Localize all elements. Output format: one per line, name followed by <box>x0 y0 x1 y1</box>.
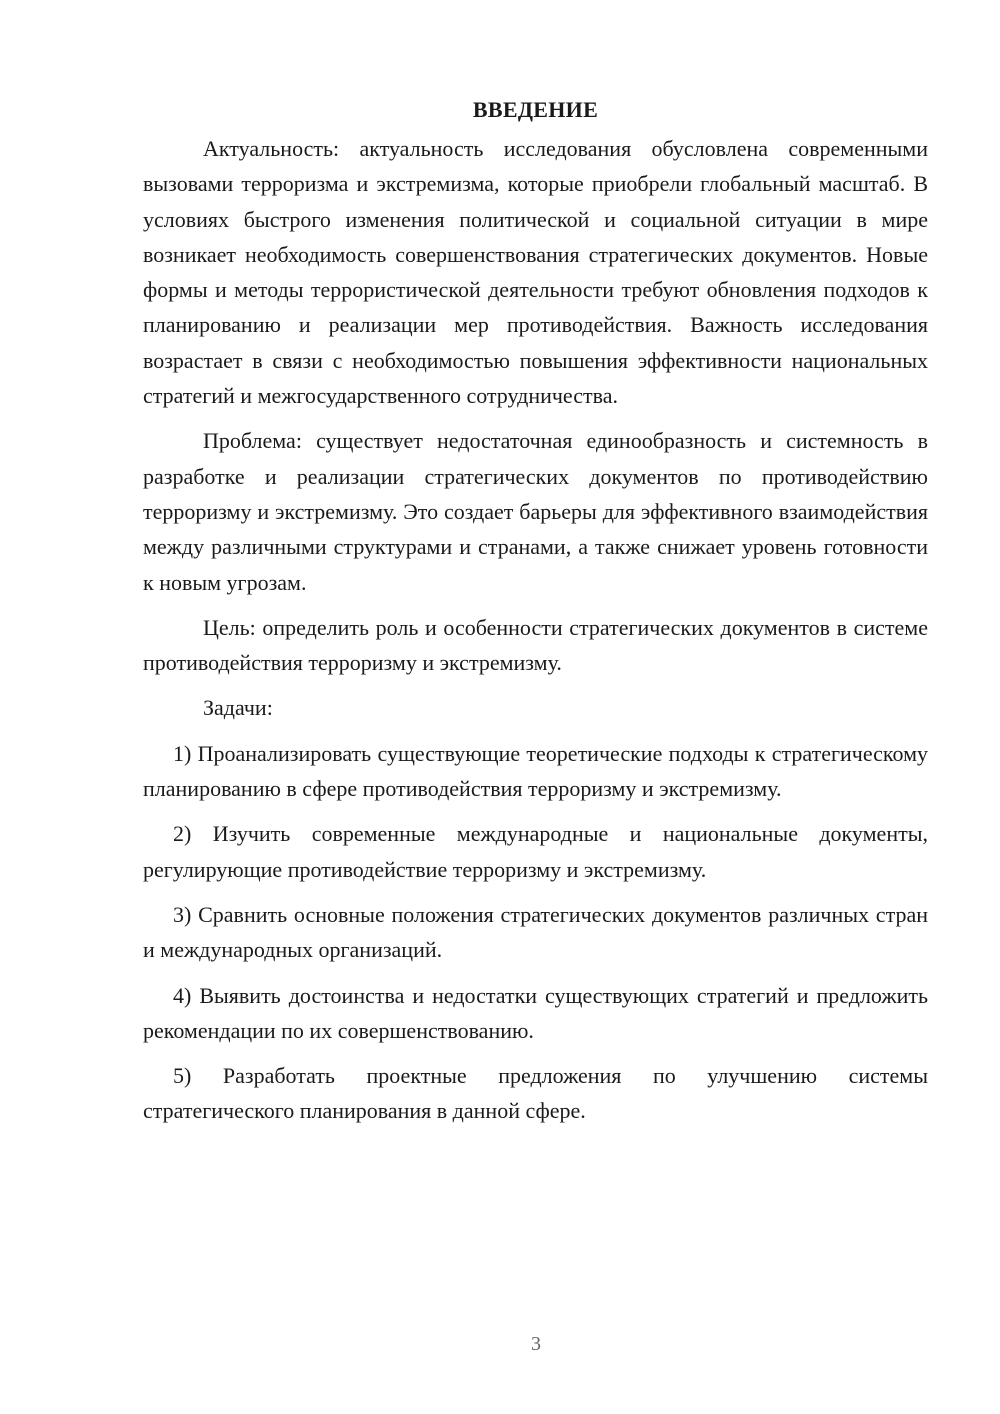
task-item-3: 3) Сравнить основные положения стратегических документов различных стран и международных организаций. <box>143 901 928 963</box>
tasks-heading: Задачи: <box>203 695 273 721</box>
problem-paragraph: Проблема: существует недостаточная единообразность и системность в разработке и реализации стратегических документов по противодействию терроризму и экстремизму. Это создает барьеры для эффективного взаимодействия между различными структурами и странами, а также снижает уровень готовности к новым угрозам. <box>143 428 928 595</box>
goal-paragraph: Цель: определить роль и особенности стратегических документов в системе противодействия терроризму и экстремизму. <box>143 614 928 676</box>
task-item-4: 4) Выявить достоинства и недостатки существующих стратегий и предложить рекомендации по их совершенствованию. <box>143 982 928 1043</box>
task-item-2: 2) Изучить современные международные и национальные документы, регулирующие противодействие терроризму и экстремизму. <box>143 821 928 882</box>
section-title: ВВЕДЕНИЕ <box>472 97 599 122</box>
task-item-5: 5) Разработать проектные предложения по улучшению системы стратегического планирования в данной сфере. <box>143 1063 928 1124</box>
task-item-1: 1) Проанализировать существующие теоретические подходы к стратегическому планированию в сфере противодействия терроризму и экстремизму. <box>143 740 928 802</box>
document-page <box>143 92 928 1129</box>
page-number: 3 <box>531 1333 541 1355</box>
relevance-paragraph: Актуальность: актуальность исследования обусловлена современными вызовами терроризма и экстремизма, которые приобрели глобальный масштаб. В условиях быстрого изменения политической и социальной ситуации в мире возникает необходимость совершенствования стратегических документов. Новые формы и методы террористической деятельности требуют обновления подходов к планированию и реализации мер противодействия. Важность исследования возрастает в связи с необходимостью повышения эффективности национальных стратегий и межгосударственного сотрудничества. <box>143 136 928 409</box>
